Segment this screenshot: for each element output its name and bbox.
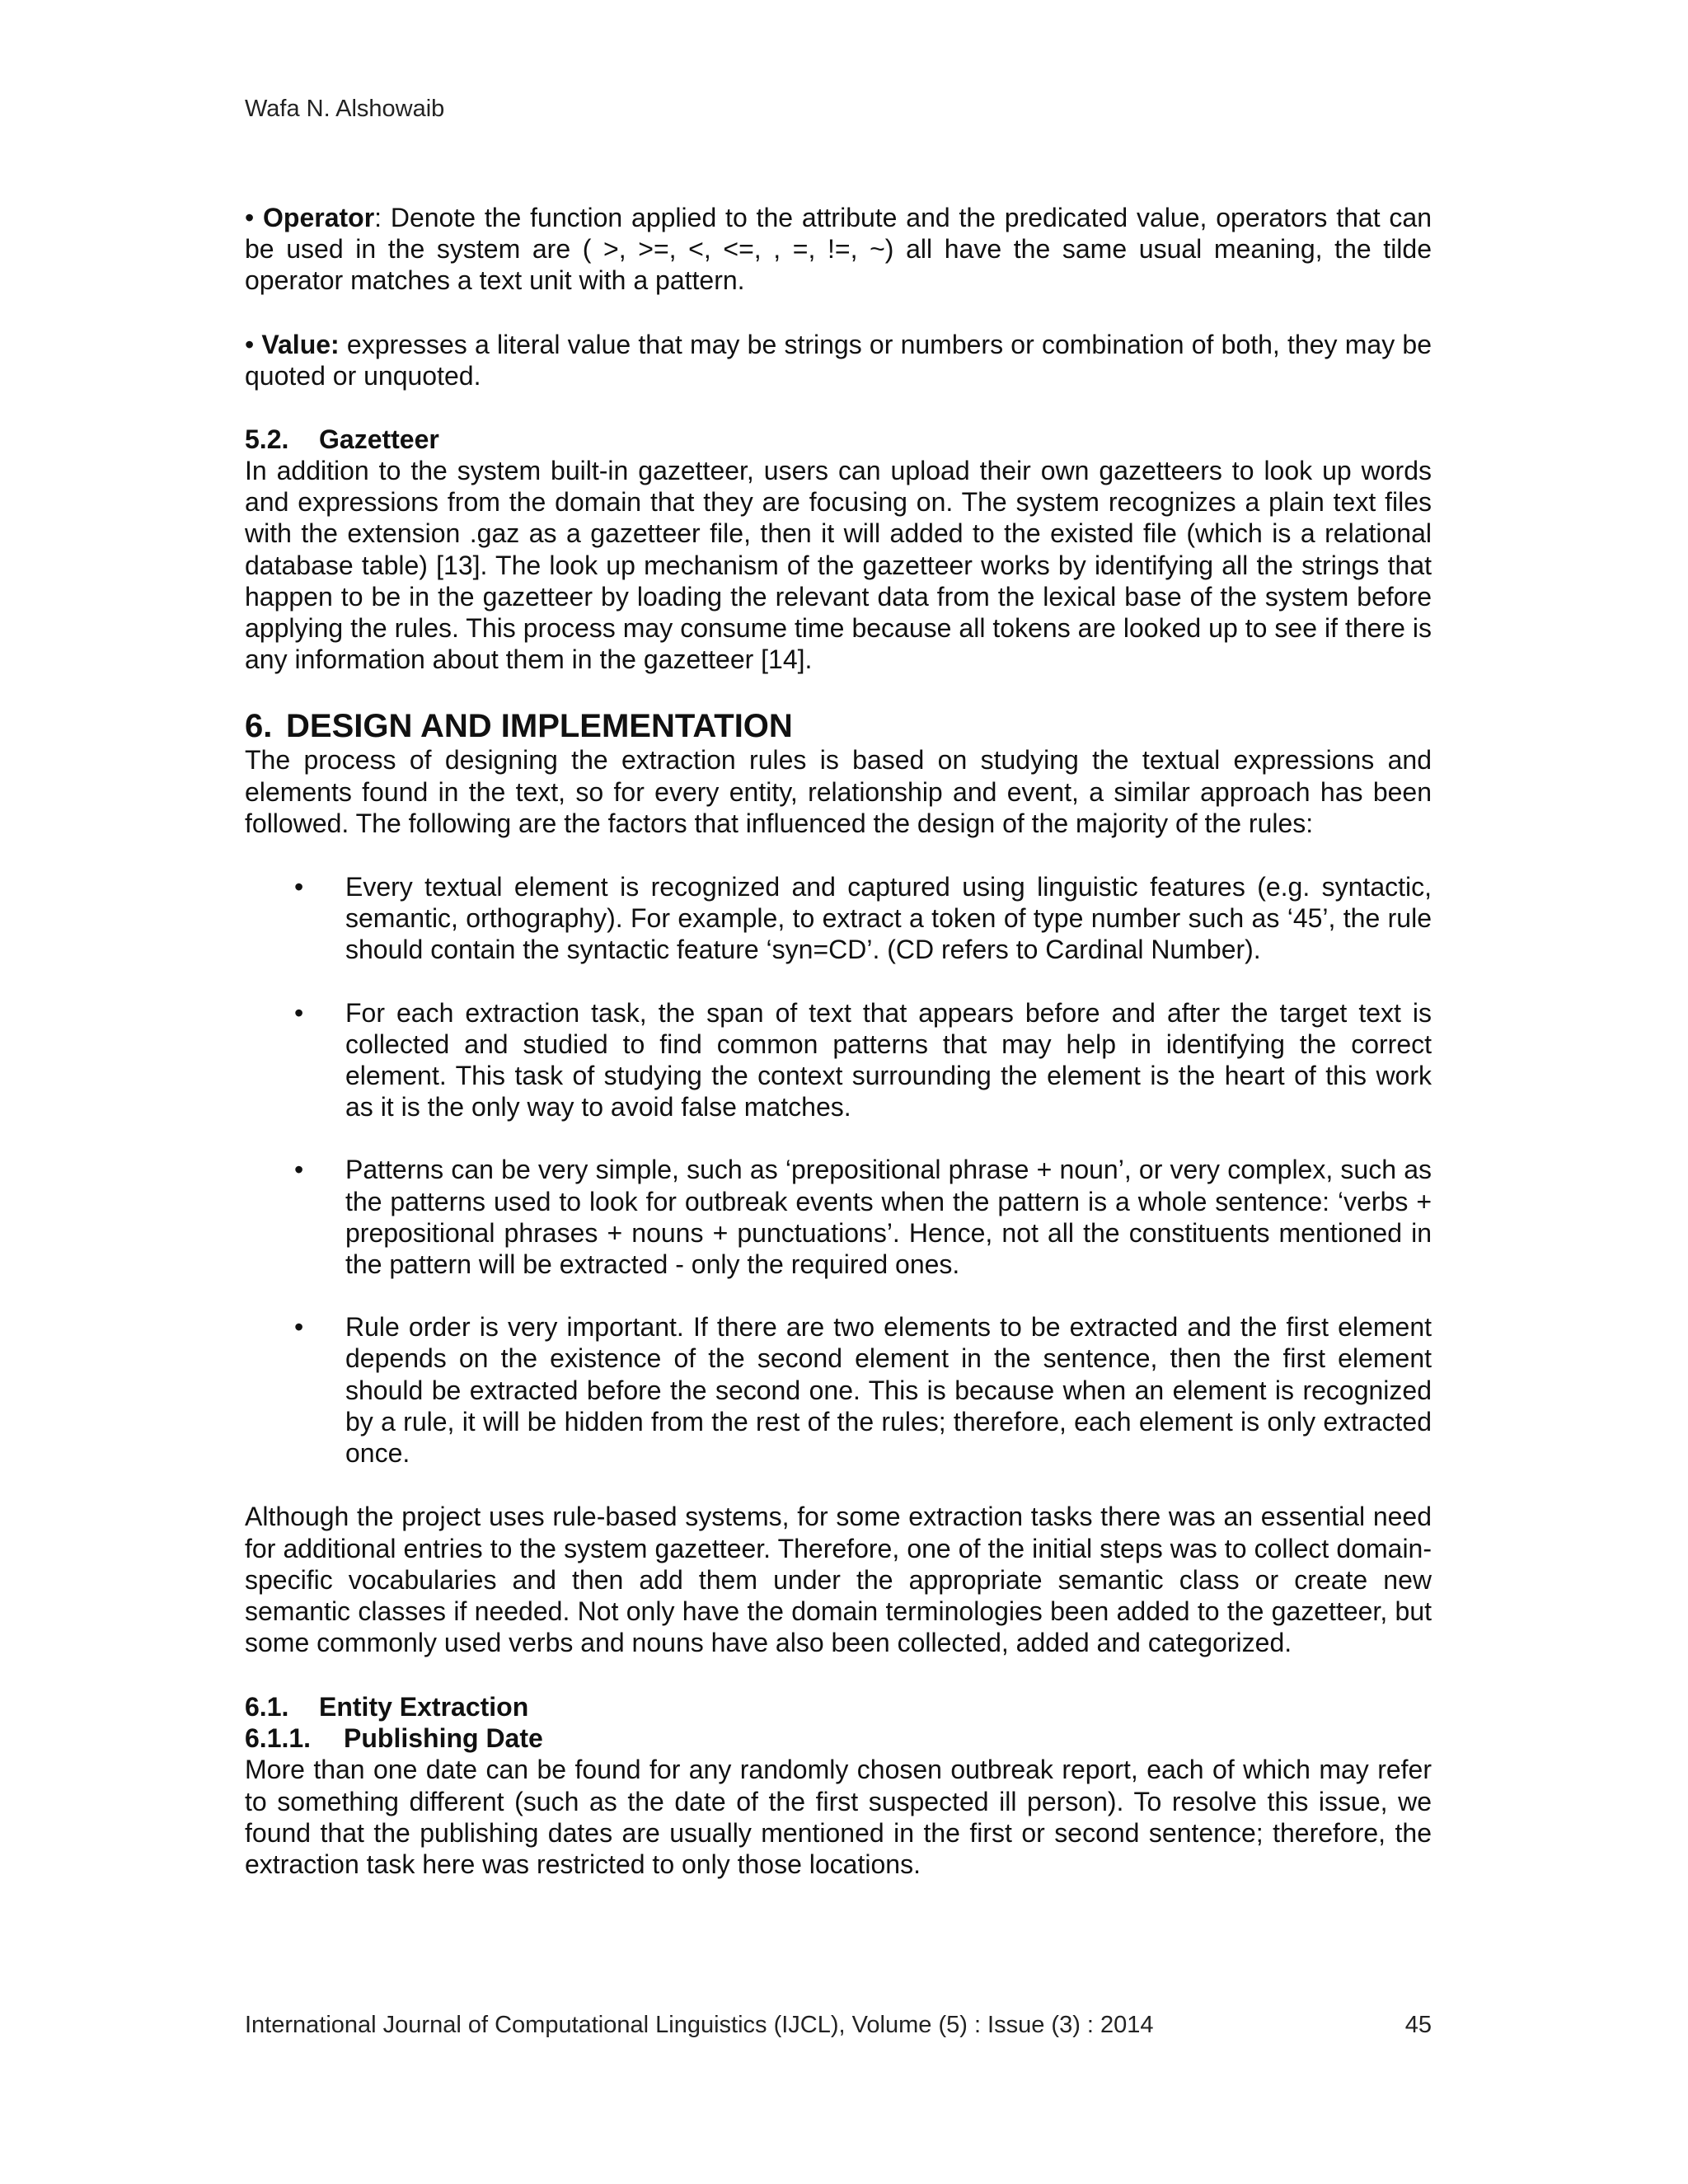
operator-term: Operator (263, 203, 375, 232)
section-5-2-heading (245, 424, 1432, 455)
page-content (245, 202, 1432, 1880)
section-6-1-1-heading (245, 1722, 1432, 1754)
operator-definition (245, 202, 1432, 297)
section-6-1-title: Entity Extraction (319, 1692, 529, 1722)
design-factors-list (245, 871, 1432, 1469)
operator-bullet: • (245, 203, 255, 232)
section-6-1-heading (245, 1691, 1432, 1722)
section-6-closing: Although the project uses rule-based systems, for some extraction tasks there was an essential need for additional entries to the system gazetteer. Therefore, one of the initial steps was to collect domain-specific vocabularies and then add them under the appropriate semantic class or create new semantic classes if needed. Not only have the domain terminologies been added to the gazetteer, but some commonly used verbs and nouns have also been collected, added and categorized. (245, 1502, 1432, 1658)
list-item-text: Rule order is very important. If there are two elements to be extracted and the first element depends on the existence of the second element in the sentence, then the first element should be extracted before the second one. This is because when an element is recognized by a rule, it will be hidden from the rest of the rules; therefore, each element is only extracted once. (345, 1312, 1432, 1469)
section-6-heading (245, 708, 1432, 744)
list-item (245, 1154, 1432, 1280)
list-item (245, 871, 1432, 966)
list-item (245, 1311, 1432, 1469)
section-6-1-1-title: Publishing Date (344, 1723, 543, 1754)
section-5-2-body: In addition to the system built-in gazetteer, users can upload their own gazetteers to look up words and expressions from the domain that they are focusing on. The system recognizes a plain text files with the extension .gaz as a gazetteer file, then it will added to the existed file (which is a relational database table) [13]. The look up mechanism of the gazetteer works by identifying all the strings that happen to be in the gazetteer by loading the relevant data from the lexical base of the system before applying the rules. This process may consume time because all tokens are looked up to see if there is any information about them in the gazetteer [14]. (245, 456, 1432, 675)
section-6-1-1-number: 6.1.1. (245, 1723, 312, 1754)
operator-description: : Denote the function applied to the attribute and the predicated value, operators that can be used in the system are ( >, >=, <, <=, , =, !=, ~) all have the same usual meaning, the tilde operator matches a text unit with a pattern. (245, 203, 1432, 296)
bullet-marker: • (294, 997, 304, 1028)
page-footer (245, 2009, 1432, 2041)
section-6-1-number: 6.1. (245, 1692, 289, 1722)
value-term: Value: (261, 329, 340, 359)
section-6-1-1-body: More than one date can be found for any randomly chosen outbreak report, each of which may refer to something different (such as the date of the first suspected ill person). To resolve this issue, we found that the publishing dates are usually mentioned in the first or second sentence; therefore, the extraction task here was restricted to only those locations. (245, 1755, 1432, 1879)
section-6-intro: The process of designing the extraction rules is based on studying the textual expressions and elements found in the text, so for every entity, relationship and event, a similar approach has been followed. The following are the factors that influenced the design of the majority of the rules: (245, 745, 1432, 838)
list-item-text: For each extraction task, the span of text that appears before and after the target text is collected and studied to find common patterns that may help in identifying the correct element. This task of studying the context surrounding the element is the heart of this work as it is the only way to avoid false matches. (345, 997, 1432, 1122)
value-bullet: • (245, 329, 255, 359)
list-item (245, 997, 1432, 1123)
value-definition (245, 329, 1432, 391)
list-item-text: Patterns can be very simple, such as ‘prepositional phrase + noun’, or very complex, such as the patterns used to look for outbreak events when the pattern is a whole sentence: ‘verbs + prepositional phrases + nouns + punctuations’. Hence, not all the constituents mentioned in the pattern will be extracted - only the required ones. (345, 1155, 1432, 1280)
bullet-marker: • (294, 1312, 304, 1343)
list-item-text: Every textual element is recognized and captured using linguistic features (e.g. syntactic, semantic, orthography). For example, to extract a token of type number such as ‘45’, the rule should contain the syntactic feature ‘syn=CD’. (CD refers to Cardinal Number). (345, 872, 1432, 965)
section-5-2-title: Gazetteer (319, 424, 439, 455)
value-description: expresses a literal value that may be strings or numbers or combination of both, they may be quoted or unquoted. (245, 329, 1432, 391)
section-6-number: 6. (245, 708, 273, 745)
section-6-title: DESIGN AND IMPLEMENTATION (286, 708, 793, 745)
section-5-2-number: 5.2. (245, 424, 289, 455)
bullet-marker: • (294, 872, 304, 902)
running-header-author: Wafa N. Alshowaib (245, 96, 445, 122)
journal-citation: International Journal of Computational Linguistics (IJCL), Volume (5) : Issue (3) : 2014 (245, 2012, 1154, 2038)
bullet-marker: • (294, 1155, 304, 1185)
page-number: 45 (1404, 2012, 1432, 2038)
